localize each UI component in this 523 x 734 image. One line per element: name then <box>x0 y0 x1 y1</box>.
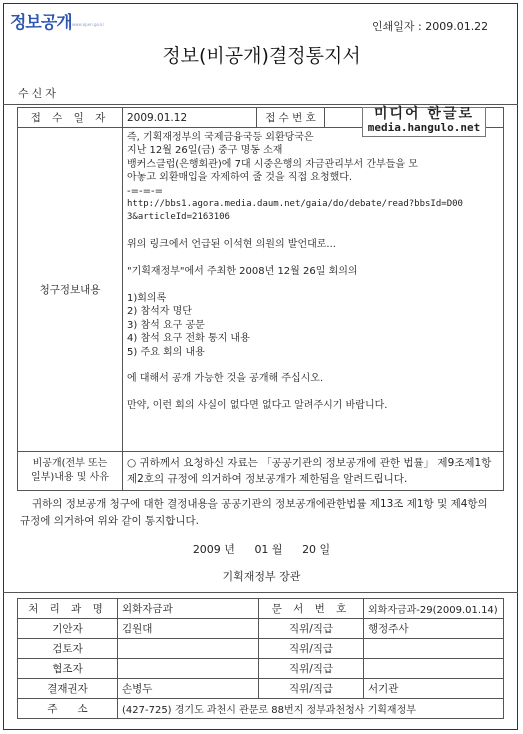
address-value: (427-725) 경기도 과천시 관문로 88번지 정부과천청사 기획재정부 <box>118 699 504 719</box>
watermark-box <box>362 107 486 137</box>
signature-date <box>0 541 523 557</box>
nondisclosure-label-line1: 비공개(전부 또는 <box>32 458 108 469</box>
logo: 정보공개 <box>10 13 72 33</box>
request-line: http://bbs1.agora.media.daum.net/gaia/do/debate/read?bbsId=D00 <box>127 199 463 210</box>
position-value: 행정주사 <box>364 619 504 639</box>
receipt-date-value: 2009.01.12 <box>123 108 257 128</box>
role-label: 협조자 <box>18 659 118 679</box>
request-line: 위의 링크에서 언급된 이석현 의원의 발언대로... <box>127 239 336 251</box>
request-line: "기획재정부"에서 주최한 2008년 12월 26일 회의의 <box>127 266 358 278</box>
role-label: 결재권자 <box>18 679 118 699</box>
request-line: 즉, 기획재정부의 국제금융국등 외환당국은 <box>127 132 314 143</box>
request-lines <box>127 131 499 413</box>
request-table <box>17 107 504 491</box>
position-value <box>364 639 504 659</box>
role-label: 기안자 <box>18 619 118 639</box>
request-line: -=-=-= <box>127 185 163 197</box>
docno-label: 문 서 번 호 <box>259 599 364 619</box>
watermark-english: media.hangulo.net <box>367 121 481 134</box>
signature-month: 01 월 <box>254 543 283 556</box>
request-line <box>127 252 499 265</box>
nondisclosure-row <box>18 452 504 491</box>
print-date: 인쇄일자 : 2009.01.22 <box>372 20 489 33</box>
processing-row <box>18 659 504 679</box>
receipt-number-label: 접 수 번 호 <box>257 108 325 128</box>
processing-table <box>17 598 504 719</box>
watermark-korean: 미디어 한글로 <box>373 106 475 122</box>
request-line: 1)회의록 <box>127 292 167 304</box>
logo-subtitle: www.open.go.kr <box>72 22 105 27</box>
receipt-date-label: 접 수 일 자 <box>18 108 123 128</box>
address-row <box>18 699 504 719</box>
request-line: 2) 참석자 명단 <box>127 306 192 318</box>
dept-value: 외화자금과 <box>118 599 259 619</box>
divider <box>3 592 518 593</box>
position-value: 서기관 <box>364 679 504 699</box>
nondisclosure-label <box>18 452 123 491</box>
request-line: 에 대해서 공개 가능한 것을 공개해 주십시오. <box>127 373 324 385</box>
signature-day: 20 일 <box>302 543 331 556</box>
processing-row <box>18 679 504 699</box>
signature-year: 2009 년 <box>192 543 235 556</box>
request-line: 3&articleId=2163106 <box>127 212 230 223</box>
request-line: 지난 12월 26일(금) 중구 명동 소재 <box>127 145 283 157</box>
request-line: 뱅커스클럽(은행회관)에 7대 시중은행의 자금관리부서 간부들을 모 <box>127 158 418 170</box>
position-value <box>364 659 504 679</box>
divider <box>3 104 518 105</box>
notice-text: 귀하의 정보공개 청구에 대한 결정내용을 공공기관의 정보공개에관한법률 제13조 제1항 및 제4항의 규정에 의거하여 위와 같이 통지합니다. <box>20 498 488 527</box>
processing-dept-row <box>18 599 504 619</box>
processing-row <box>18 619 504 639</box>
request-line <box>127 225 499 238</box>
nondisclosure-text: ○ 귀하께서 요청하신 자료는 「공공기관의 정보공개에 관한 법률」 제9조제1항제2호의 규정에 의거하여 정보공개가 제한됨을 알려드립니다. <box>123 452 504 491</box>
role-name: 손병두 <box>118 679 259 699</box>
document-title: 정보(비공개)결정통지서 <box>162 45 361 67</box>
role-name <box>118 659 259 679</box>
request-line <box>127 386 499 399</box>
role-label: 검토자 <box>18 639 118 659</box>
request-line <box>127 278 499 291</box>
role-name: 김원대 <box>118 619 259 639</box>
request-row <box>18 128 504 452</box>
position-label: 직위/직급 <box>259 659 364 679</box>
position-label: 직위/직급 <box>259 639 364 659</box>
request-line: 3) 참석 요구 공문 <box>127 319 205 331</box>
request-line: 만약, 이런 회의 사실이 없다면 없다고 알려주시기 바랍니다. <box>127 400 388 412</box>
address-label: 주 소 <box>18 699 118 719</box>
request-content <box>123 128 504 452</box>
request-line: 4) 참석 요구 전화 통지 내용 <box>127 333 250 345</box>
dept-label: 처 리 과 명 <box>18 599 118 619</box>
processing-row <box>18 639 504 659</box>
request-label: 청구정보내용 <box>18 128 123 452</box>
recipient-label: 수신자 <box>18 87 59 100</box>
position-label: 직위/직급 <box>259 679 364 699</box>
request-line <box>127 359 499 372</box>
docno-value: 외화자금과-29(2009.01.14) <box>364 599 504 619</box>
request-line: 아놓고 외환매입을 자제하여 줄 것을 직접 요청했다. <box>127 172 353 184</box>
signature-issuer: 기획재정부 장관 <box>222 570 301 583</box>
nondisclosure-label-line2: 일부)내용 및 사유 <box>31 472 109 483</box>
position-label: 직위/직급 <box>259 619 364 639</box>
role-name <box>118 639 259 659</box>
request-line: 5) 주요 회의 내용 <box>127 346 205 358</box>
